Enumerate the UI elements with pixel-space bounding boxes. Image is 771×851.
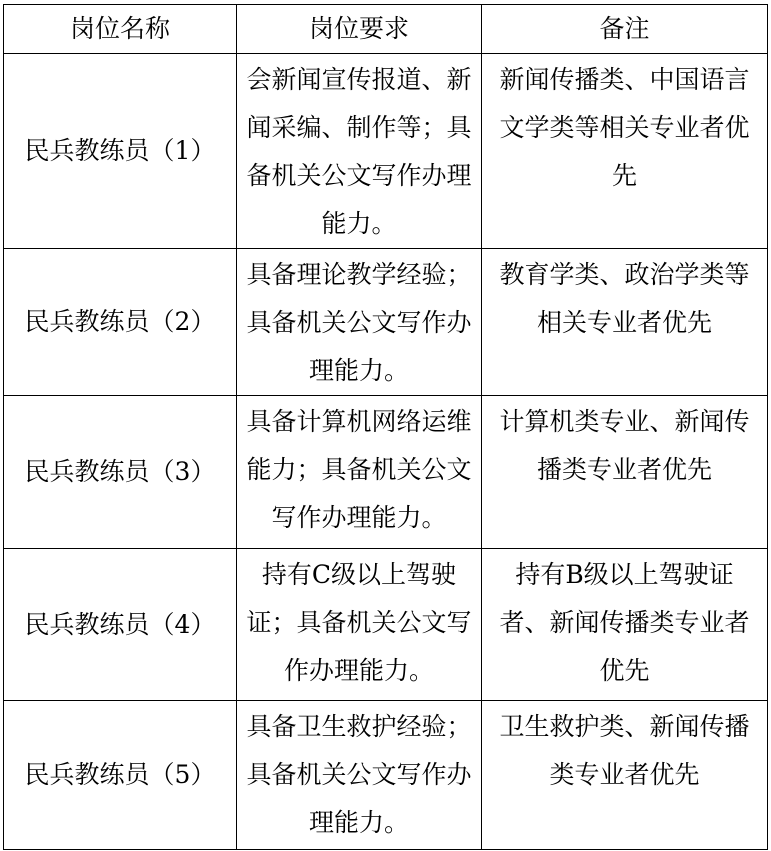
position-name-cell: 民兵教练员（2）: [4, 249, 237, 396]
table-row: [4, 396, 768, 549]
position-name-cell: 民兵教练员（3）: [4, 396, 237, 549]
job-requirements-table: [3, 4, 768, 850]
requirement-cell: 具备理论教学经验；具备机关公文写作办理能力。: [237, 249, 482, 396]
header-notes: 备注: [482, 5, 768, 54]
table-row: [4, 249, 768, 396]
table-row: [4, 54, 768, 249]
requirement-cell: 具备卫生救护经验；具备机关公文写作办理能力。: [237, 701, 482, 850]
position-name-cell: 民兵教练员（5）: [4, 701, 237, 850]
table-row: [4, 701, 768, 850]
note-cell: 新闻传播类、中国语言文学类等相关专业者优先: [482, 54, 768, 249]
position-name-cell: 民兵教练员（1）: [4, 54, 237, 249]
note-cell: 卫生救护类、新闻传播类专业者优先: [482, 701, 768, 850]
position-name-cell: 民兵教练员（4）: [4, 549, 237, 701]
table-header-row: [4, 5, 768, 54]
header-requirements: 岗位要求: [237, 5, 482, 54]
table-row: [4, 549, 768, 701]
requirement-cell: 会新闻宣传报道、新闻采编、制作等；具备机关公文写作办理能力。: [237, 54, 482, 249]
note-cell: 教育学类、政治学类等相关专业者优先: [482, 249, 768, 396]
note-cell: 持有B级以上驾驶证者、新闻传播类专业者优先: [482, 549, 768, 701]
note-cell: 计算机类专业、新闻传播类专业者优先: [482, 396, 768, 549]
requirement-cell: 持有C级以上驾驶证；具备机关公文写作办理能力。: [237, 549, 482, 701]
requirement-cell: 具备计算机网络运维能力；具备机关公文写作办理能力。: [237, 396, 482, 549]
header-position-name: 岗位名称: [4, 5, 237, 54]
